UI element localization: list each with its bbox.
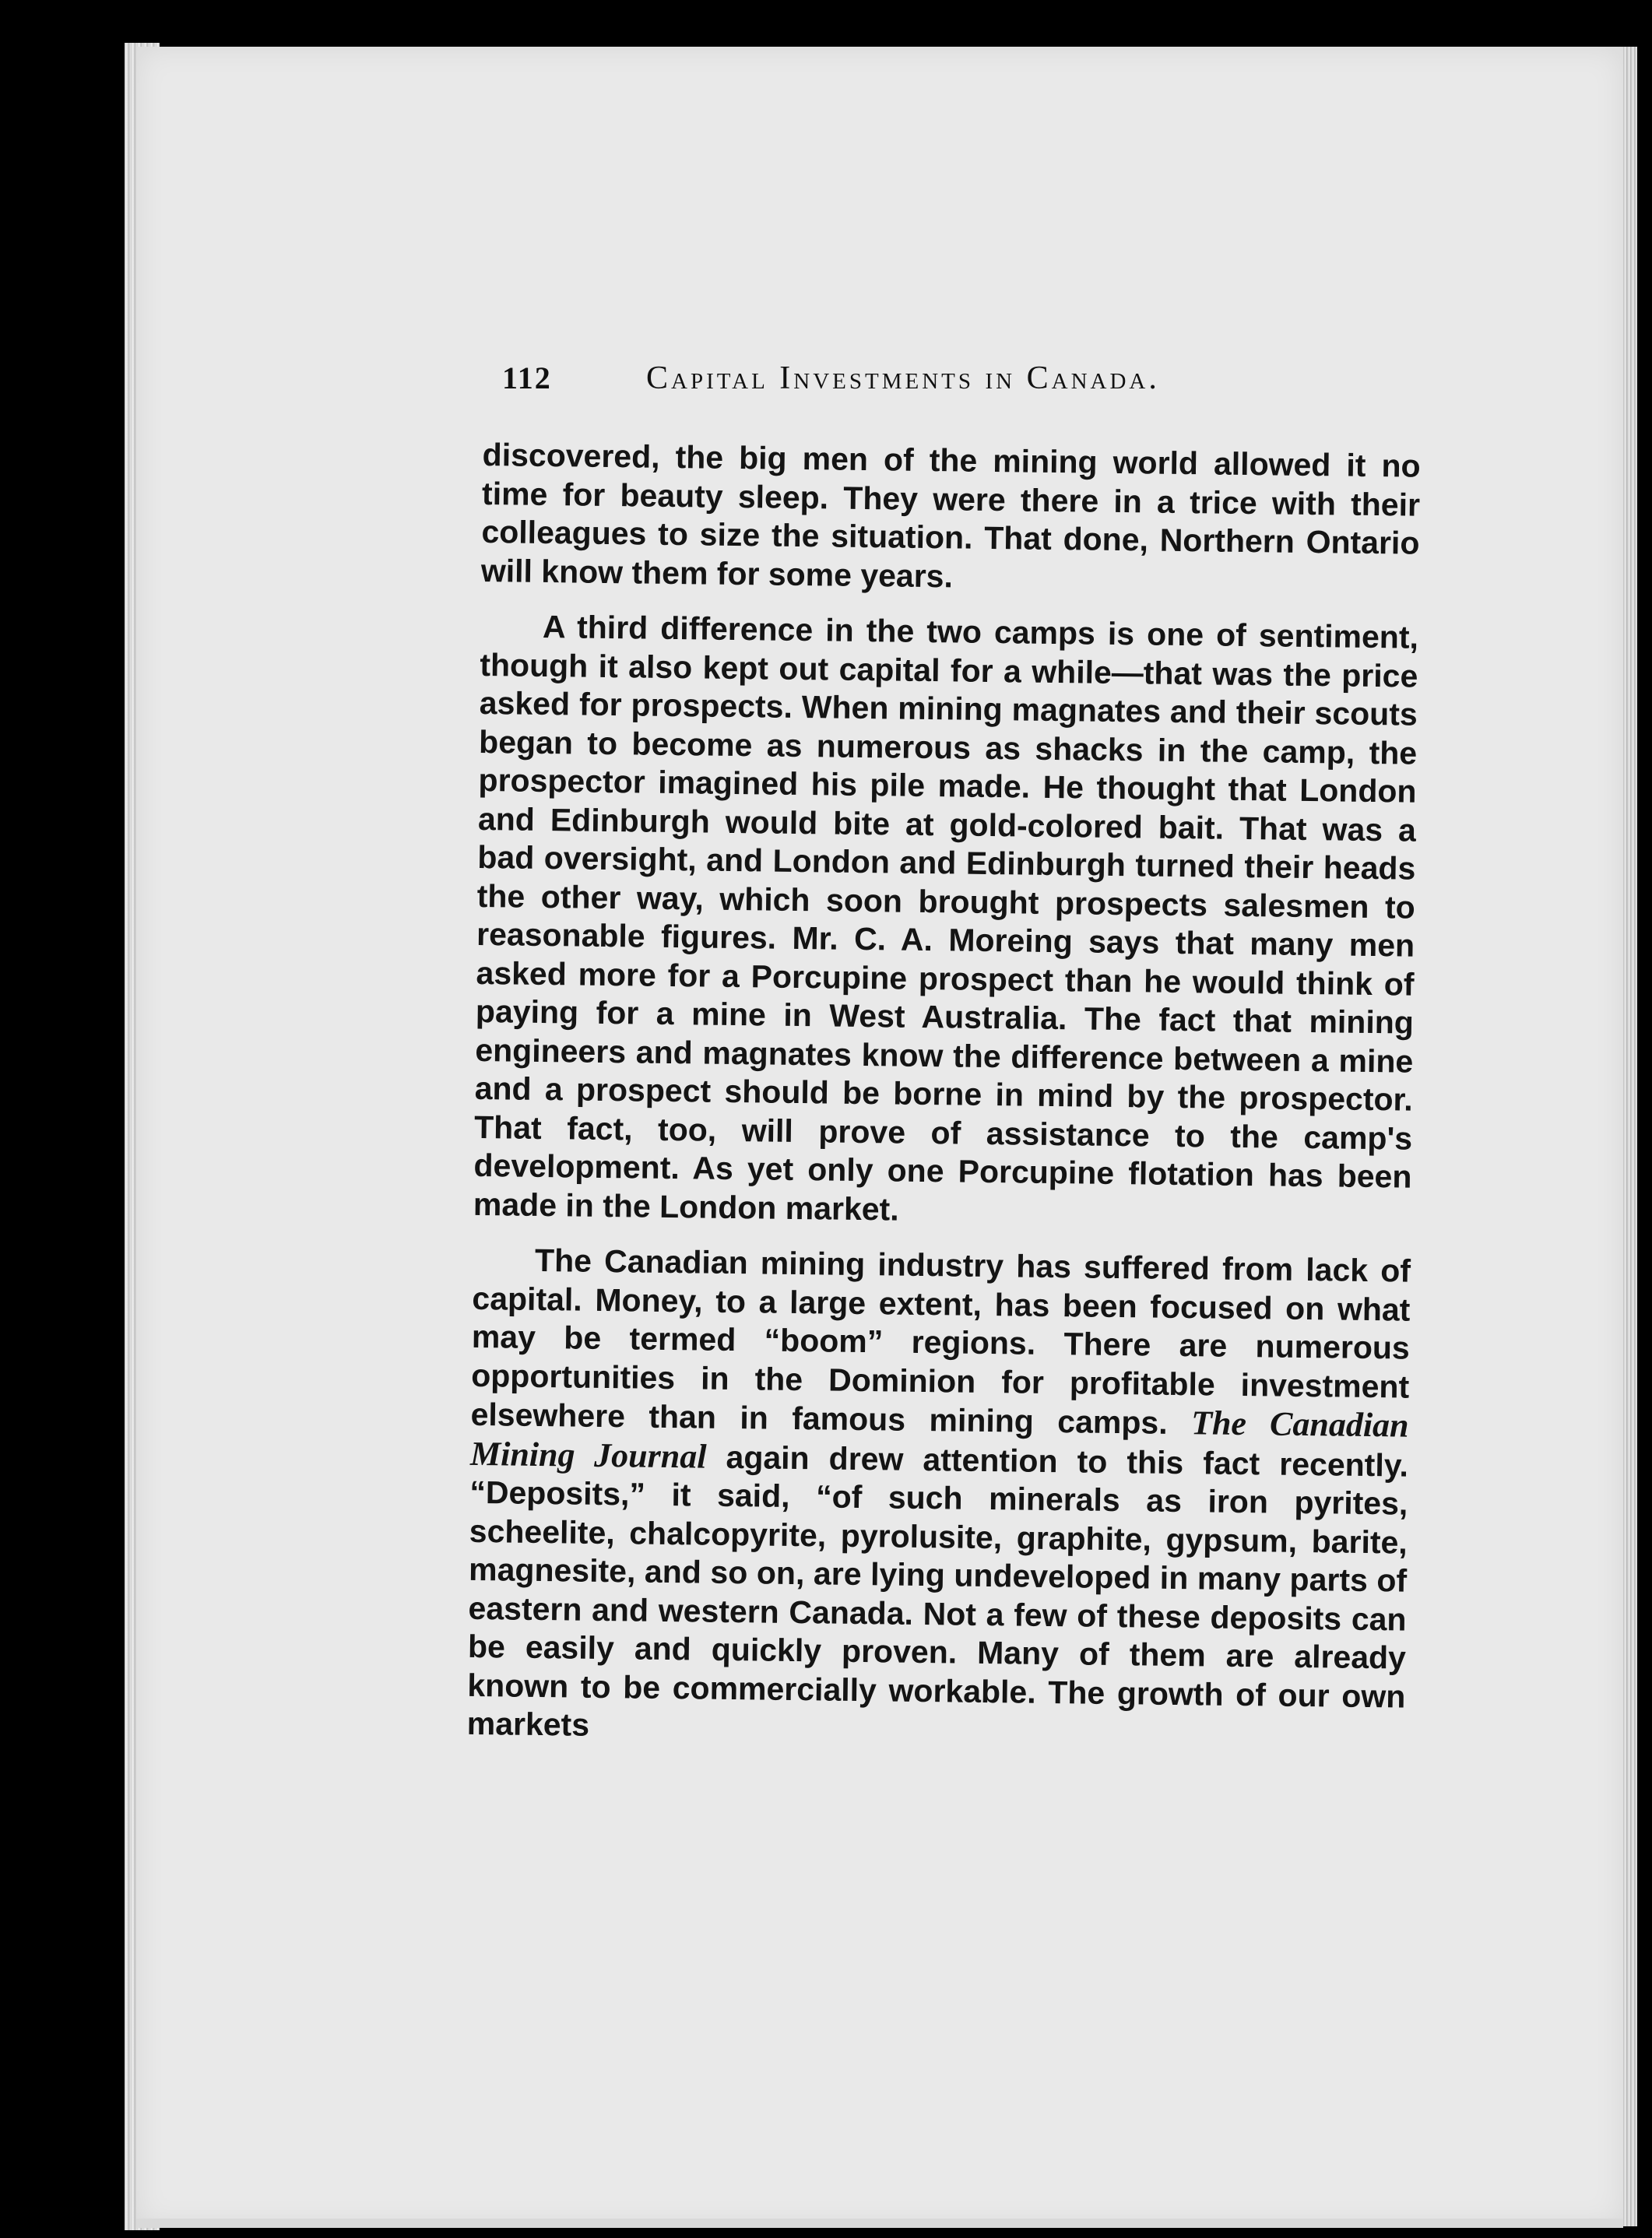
text-segment: discovered, the big men of the mining world allowed it no time for beauty sleep. They were there in a trice with their colleagues to size the situation. That done, Northern Ontario will know them for some years. — [480, 436, 1421, 594]
paragraph-3 — [466, 1241, 1411, 1755]
text-segment: A third difference in the two camps is one of sentiment, though it also kept out capital for a while—that was the price asked for prospects. When mining magnates and their scouts began to become as numerous as shacks in the camp, the prospector imagined his pile made. He thought that London and Edinburgh would bite at gold-colored bait. That was a bad oversight, and London and Edinburgh turned their heads the other way, which soon brought prospects salesmen to reasonable figures. Mr. C. A. Moreing says that many men asked more for a Porcupine prospect than he would think of paying for a mine in West Australia. The fact that mining engineers and magnates know the difference between a mine and a prospect should be borne in mind by the prospector. That fact, too, will prove of assistance to the camp's development. As yet only one Porcupine flotation has been made in the London market. — [473, 608, 1419, 1228]
paragraph-2 — [473, 607, 1419, 1235]
paragraph-1 — [481, 436, 1421, 602]
text-segment: The Canadian mining industry has suffered from lack of capital. Money, to a large extent, has been focused on what may be termed “boom” regions. There are numerous opportunities in the Dominion for profitable investment elsewhere than in famous mining camps. — [470, 1242, 1411, 1442]
page-number: 112 — [502, 360, 552, 395]
right-page-edge — [1623, 47, 1637, 2226]
bottom-page-edge — [136, 2219, 1623, 2228]
body-text — [466, 436, 1421, 1772]
running-title: Capital Investments in Canada. — [646, 360, 1160, 396]
running-head — [502, 360, 1261, 406]
text-segment: again drew attention to this fact recently. “Deposits,” it said, “of such minerals as iron pyrites, scheelite, chalcopyrite, pyrolusite, graphite, gypsum, barite, magnesite, and so on, are lying undeveloped in many parts of eastern and western Canada. Not a few of these deposits can be easily and quickly proven. Many of them are already known to be commercially workable. The growth of our own markets — [466, 1439, 1409, 1743]
journal-title: The Canadian Mining Journal — [469, 1404, 1409, 1476]
